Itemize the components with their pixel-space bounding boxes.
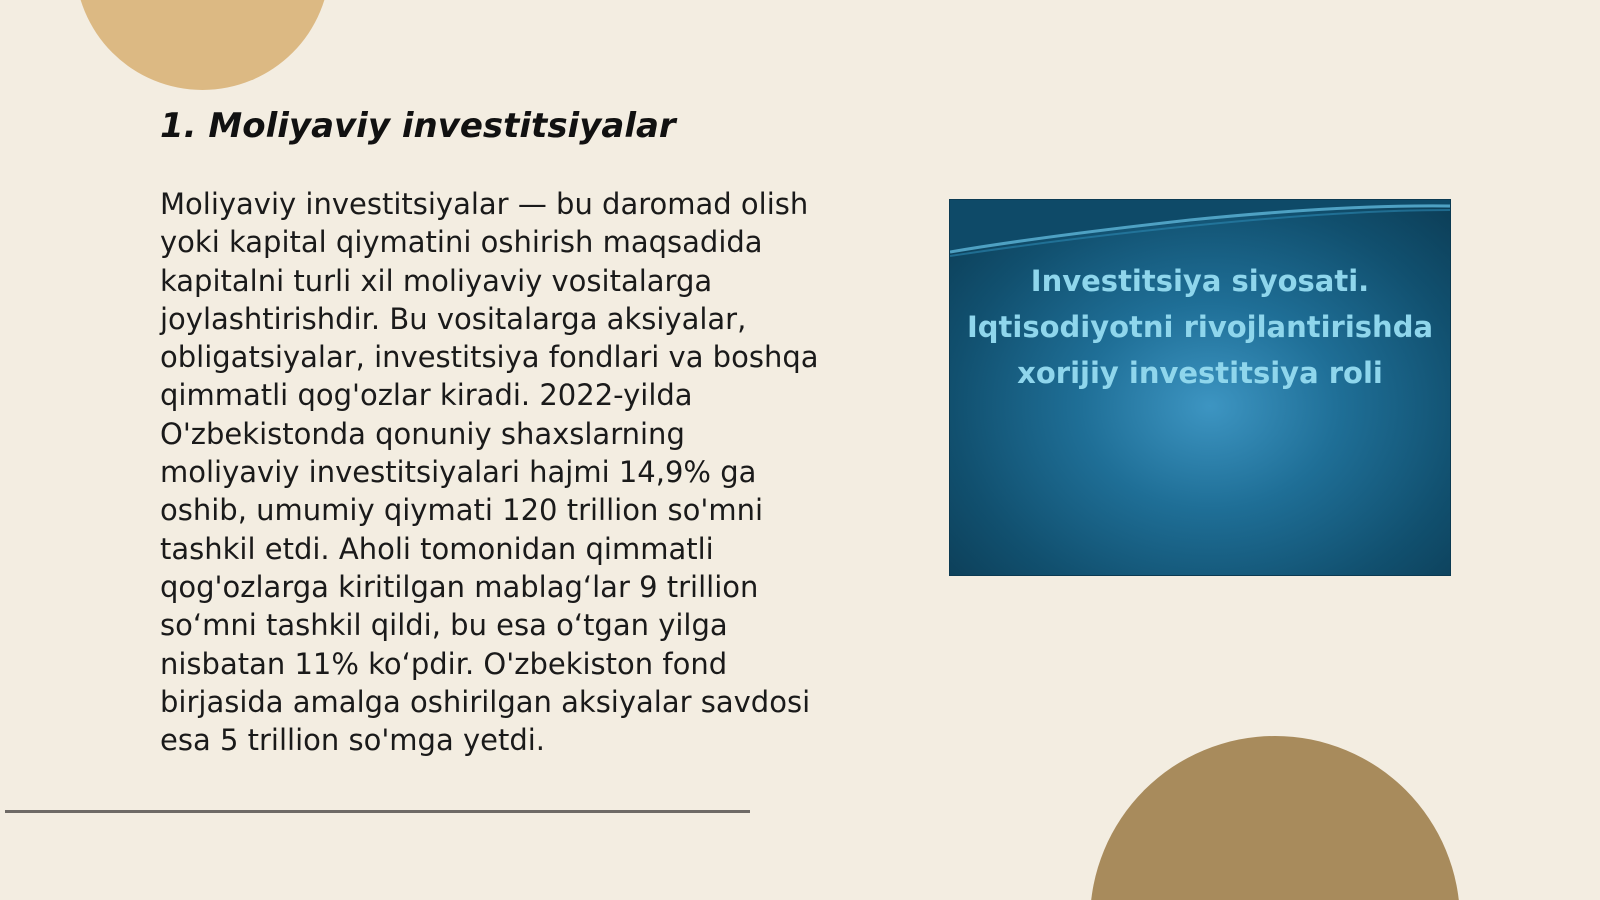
image-title-line: Iqtisodiyotni rivojlantirishda bbox=[966, 310, 1434, 344]
slide-body-text bbox=[160, 185, 850, 759]
image-title-line: Investitsiya siyosati. bbox=[1030, 264, 1370, 298]
body-line: qog'ozlarga kiritilgan mablag‘lar 9 trillion bbox=[160, 569, 759, 604]
divider-line bbox=[5, 810, 750, 813]
body-line: yoki kapital qiymatini oshirish maqsadida bbox=[160, 225, 763, 260]
body-line: qimmatli qog'ozlar kiradi. 2022-yilda bbox=[160, 378, 693, 413]
slide-image bbox=[950, 200, 1450, 575]
image-title bbox=[950, 258, 1450, 396]
body-line: kapitalni turli xil moliyaviy vositalarga bbox=[160, 263, 713, 298]
body-line: joylashtirishdir. Bu vositalarga aksiyalar, bbox=[160, 301, 747, 336]
body-line: O'zbekistonda qonuniy shaxslarning bbox=[160, 416, 685, 451]
decorative-circle-bottom bbox=[1090, 736, 1460, 900]
body-line: Moliyaviy investitsiyalar — bu daromad olish bbox=[160, 187, 809, 221]
body-line: moliyaviy investitsiyalari hajmi 14,9% ga bbox=[160, 455, 757, 490]
body-line: nisbatan 11% ko‘pdir. O'zbekiston fond bbox=[160, 646, 728, 681]
wave-decoration bbox=[950, 200, 1450, 260]
body-line: esa 5 trillion so'mga yetdi. bbox=[160, 723, 546, 758]
body-line: oshib, umumiy qiymati 120 trillion so'mni bbox=[160, 493, 764, 528]
body-line: obligatsiyalar, investitsiya fondlari va boshqa bbox=[160, 340, 819, 375]
body-line: tashkil etdi. Aholi tomonidan qimmatli bbox=[160, 531, 714, 566]
body-line: so‘mni tashkil qildi, bu esa o‘tgan yilga bbox=[160, 608, 728, 643]
image-title-line: xorijiy investitsiya roli bbox=[1017, 356, 1383, 390]
decorative-circle-top bbox=[75, 0, 330, 90]
body-line: birjasida amalga oshirilgan aksiyalar savdosi bbox=[160, 684, 811, 719]
slide-title: 1. Moliyaviy investitsiyalar bbox=[160, 106, 676, 146]
